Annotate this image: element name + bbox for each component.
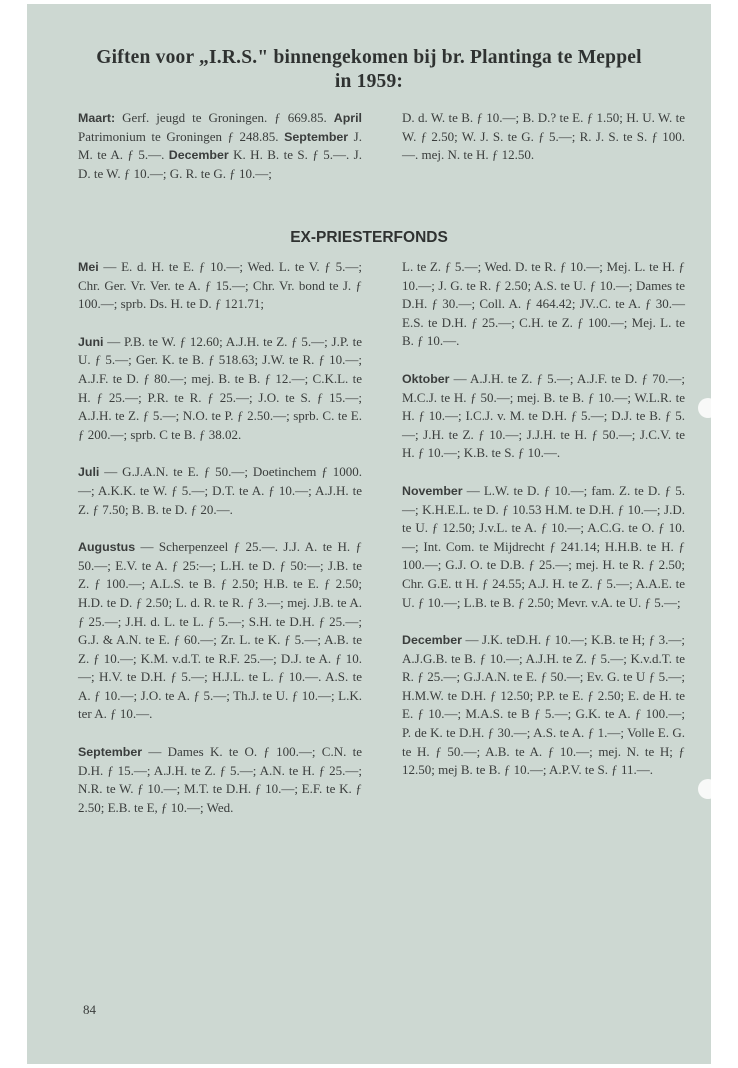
donation-text: — G.J.A.N. te E. ƒ 50.—; Doetinchem ƒ 1000.—; A.K.K. te W. ƒ 5.—; D.T. te A. ƒ 10.—; A.J.H. te Z. ƒ 7.50; B. B. te D. ƒ 20.—. [78,464,362,517]
right-column [402,258,685,799]
intro-left-text [78,109,362,183]
donation-text: Gerf. jeugd te Groningen. ƒ 669.85. [115,110,334,125]
page-number: 84 [83,1002,96,1017]
punch-hole-top [698,398,718,418]
donation-text: K. H. B. te S. ƒ 5.—. J. D. te W. ƒ 10.—; G. R. te G. ƒ 10.—; [78,147,362,181]
month-label: Augustus [78,540,136,555]
section-heading: EX-PRIESTERFONDS [290,229,448,246]
donation-text: J. M. te A. ƒ 5.—. [78,128,362,163]
donation-text: — P.B. te W. ƒ 12.60; A.J.H. te Z. ƒ 5.—; J.P. te U. ƒ 5.—; Ger. K. te B. ƒ 518.63; J.W. te R. ƒ 10.—; A.J.F. te D. ƒ 80.—; mej. B. te B. ƒ 12.—; C.K.L. te H. ƒ 25.—; P.R. te R. ƒ 25.—; J.O. te S. ƒ 15.—; A.J.H. te Z. ƒ 5.—; N.O. te P. ƒ 2.50.—; sprb. C. te E. ƒ 200.—; sprb. C te B. ƒ 38.02. [78,333,362,442]
month-entry [402,482,685,612]
donation-text: Patrimonium te Groningen ƒ 248.85. [78,128,285,144]
month-label: Oktober [402,371,450,386]
month-entry [402,258,685,351]
month-entry [78,538,362,724]
title-line-1: Giften voor „I.R.S." binnengekomen bij br. Plantinga te Meppel [96,47,642,68]
month-label: April [333,111,362,125]
month-label: September [284,129,349,144]
month-label: September [78,745,143,760]
month-label: December [168,148,229,163]
month-label: Maart: [78,111,116,125]
month-entry [402,631,685,780]
month-label: Juli [78,465,100,480]
document-page [27,4,711,1064]
month-label: Juni [78,334,104,349]
intro-left-column [78,109,362,183]
donation-text: — E. d. H. te E. ƒ 10.—; Wed. L. te V. ƒ 5.—; Chr. Ger. Vr. Ver. te A. ƒ 15.—; Chr. Vr. bond te J. ƒ 100.—; sprb. Ds. H. te D. ƒ 121.71; [78,259,362,312]
month-entry [78,333,362,445]
month-label: December [402,633,462,648]
month-entry [78,463,362,519]
month-label: Mei [78,260,99,274]
donation-text: — A.J.H. te Z. ƒ 5.—; A.J.F. te D. ƒ 70.—; M.C.J. te H. ƒ 50.—; mej. B. te B. ƒ 10.—; W.L.R. te H. ƒ 10.—; I.C.J. v. M. te D.H. ƒ 5.—; D.J. te B. ƒ 5.—; J.H. te Z. ƒ 10.—; J.J.H. te H. ƒ 50.—; J.C.V. te H. ƒ 10.—; K.B. te S. ƒ 10.—. [402,370,685,461]
page-title [47,46,691,94]
donation-text: — Dames K. te O. ƒ 100.—; C.N. te D.H. ƒ 15.—; A.J.H. te Z. ƒ 5.—; A.N. te H. ƒ 25.—; N.R. te W. ƒ 10.—; M.T. te D.H. ƒ 10.—; E.F. te K. ƒ 2.50; E.B. te E, ƒ 10.—; Wed. [78,744,362,815]
month-entry [78,258,362,314]
month-entry [402,370,685,463]
donation-text: — L.W. te D. ƒ 10.—; fam. Z. te D. ƒ 5.—; K.H.E.L. te D. ƒ 10.53 H.M. te D.H. ƒ 10.—; J.D. te U. ƒ 12.50; J.v.L. te A. ƒ 10.—; A.C.G. te O. ƒ 10.—; Int. Com. te Mijdrecht ƒ 241.14; H.H.B. te H. ƒ 100.—; G.J. O. te D.B. ƒ 25.—; mej. H. te R. ƒ 2.50; Chr. G.E. tt H. ƒ 24.55; A.J. H. te Z. ƒ 5.—; A.A.E. te U. ƒ 10.—; L.B. te B. ƒ 2.50; Mevr. v.A. te U. ƒ 5.—; [402,482,685,610]
intro-right-text: D. d. W. te B. ƒ 10.—; B. D.? te E. ƒ 1.50; H. U. W. te W. ƒ 2.50; W. J. S. te G. ƒ 5.—; R. J. S. te S. ƒ 100.—. mej. N. te H. ƒ 12.50. [402,110,685,163]
month-entry [78,743,362,817]
donation-text: — J.K. teD.H. ƒ 10.—; K.B. te H; ƒ 3.—; A.J.G.B. te B. ƒ 10.—; A.J.H. te Z. ƒ 5.—; K.v.d.T. te R. ƒ 25.—; G.J.A.N. te E. ƒ 50.—; Ev. G. te U ƒ 5.—; H.M.W. te D.H. ƒ 12.50; P.P. te E. ƒ 2.50; E. de H. te E. ƒ 10.—; M.A.S. te B ƒ 5.—; G.K. te A. ƒ 100.—; P. de K. te D.H. ƒ 30.—; A.S. te A. ƒ 1.—; Volle E. G. te H. ƒ 50.—; A.B. te A. ƒ 10.—; mej. N. te H; ƒ 12.50; mej B. te B. ƒ 10.—; A.P.V. te S. ƒ 11.—. [402,632,685,778]
punch-hole-bottom [698,779,718,799]
donation-text: L. te Z. ƒ 5.—; Wed. D. te R. ƒ 10.—; Mej. L. te H. ƒ 10.—; J. G. te R. ƒ 2.50; A.S. te U. ƒ 10.—; Dames te D.H. ƒ 30.—; Coll. A. ƒ 464.42; JV..C. te A. ƒ 30.— E.S. te D.H. ƒ 25.—; C.H. te Z. ƒ 100.—; Mej. L. te B. ƒ 10.—. [402,259,685,349]
intro-right-column [402,109,685,165]
left-column [78,258,362,836]
title-line-2: in 1959: [334,71,404,92]
month-label: November [402,483,463,498]
donation-text: — Scherpenzeel ƒ 25.—. J.J. A. te H. ƒ 50.—; E.V. te A. ƒ 25:—; L.H. te D. ƒ 50:—; J.B. te Z. ƒ 100.—; A.L.S. te B. ƒ 2.50; H.B. te E. ƒ 2.50; H.D. te D. ƒ 2.50; L. d. R. te R. ƒ 3.—; mej. J.B. te A. ƒ 25.—; J.H. d. L. te L. ƒ 5.—; S.H. te D.H. ƒ 25.—; G.J. & A.N. te E. ƒ 60.—; Zr. L. te K. ƒ 5.—; A.B. te Z. ƒ 10.—; K.M. v.d.T. te R.F. 25.—; D.J. te A. ƒ 10.—; H.V. te D.H. ƒ 5.—; H.J.L. te L. ƒ 10.—. A.S. te A. ƒ 10.—; J.O. te A. ƒ 5.—; Th.J. te U. ƒ 10.—; L.K. ter A. ƒ 10.—. [78,539,362,722]
